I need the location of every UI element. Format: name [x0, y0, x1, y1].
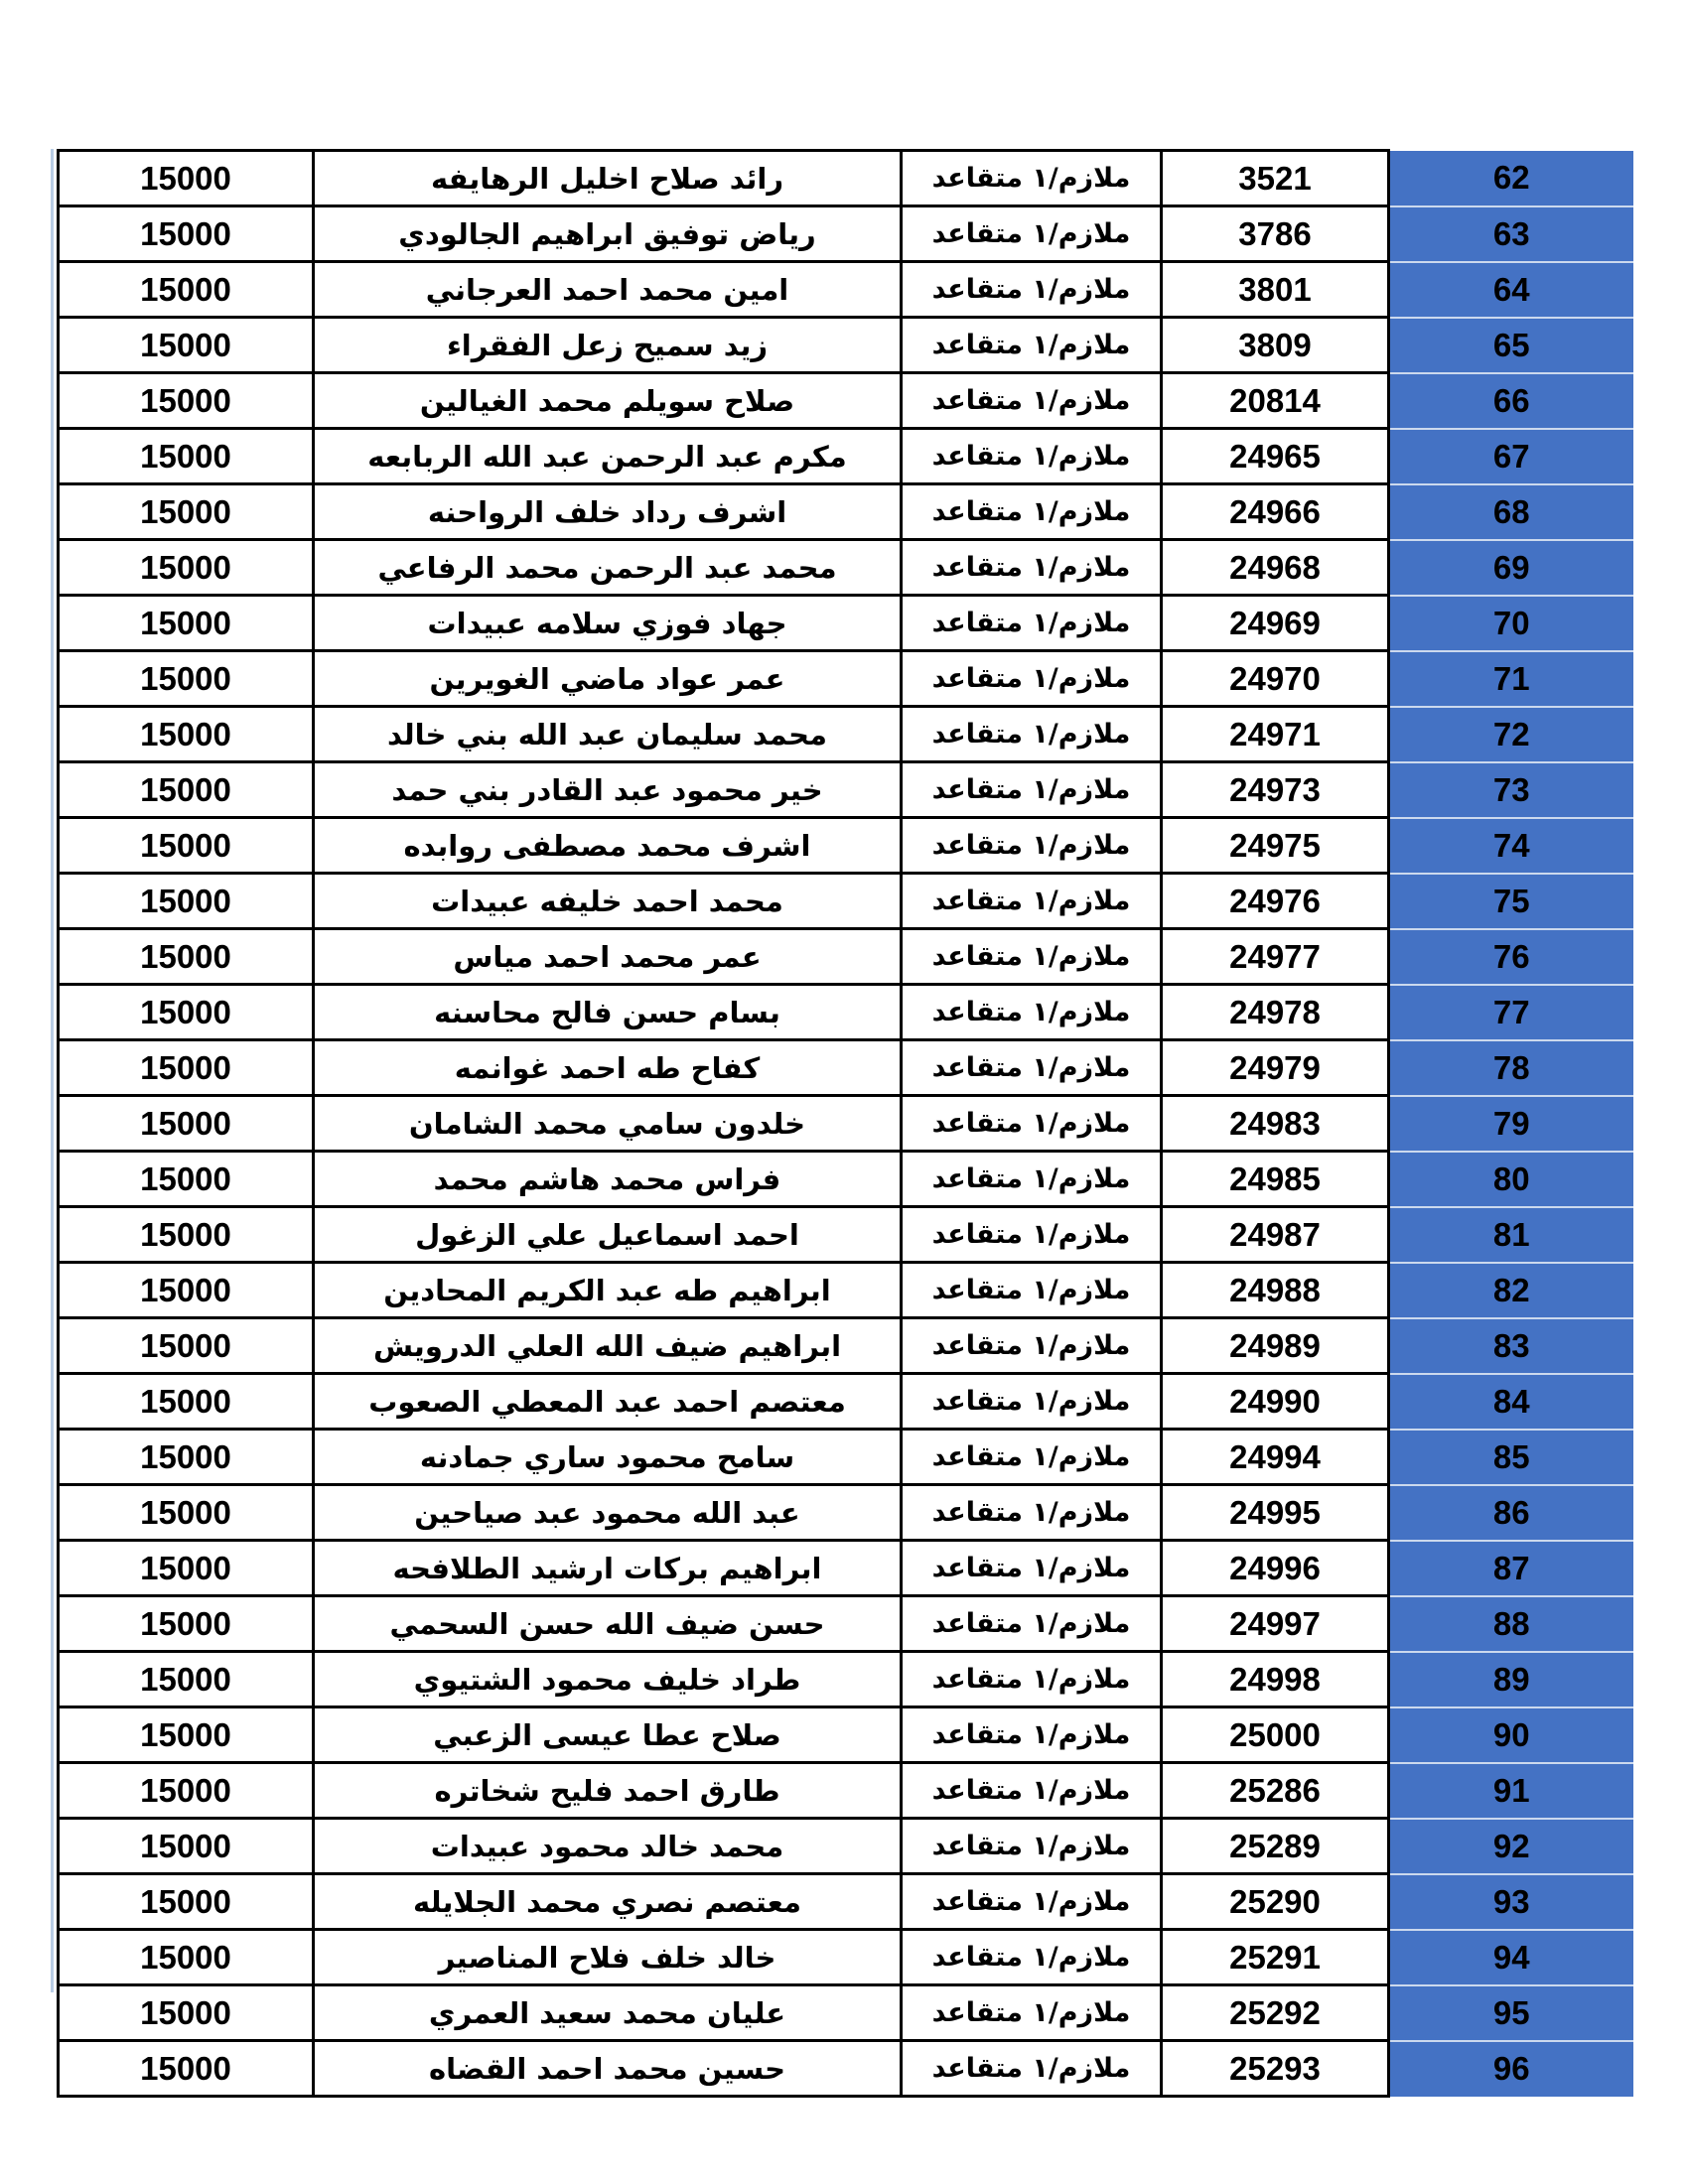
name-cell: احمد اسماعيل علي الزغول — [314, 1207, 902, 1263]
serial-cell: 86 — [1389, 1485, 1633, 1541]
serial-cell: 68 — [1389, 484, 1633, 540]
table-row — [59, 1819, 1633, 1874]
table-row — [59, 1707, 1633, 1763]
service-number-cell: 25292 — [1162, 1985, 1389, 2041]
amount-cell: 15000 — [59, 1430, 314, 1485]
table-row — [59, 1985, 1633, 2041]
service-number-cell: 3521 — [1162, 151, 1389, 206]
rank-cell: ملازم/١ متقاعد — [902, 1985, 1162, 2041]
name-cell: معتصم احمد عبد المعطي الصعوب — [314, 1374, 902, 1430]
service-number-cell: 20814 — [1162, 373, 1389, 429]
table-row — [59, 762, 1633, 818]
name-cell: فراس محمد هاشم محمد — [314, 1152, 902, 1207]
serial-cell: 62 — [1389, 151, 1633, 206]
table-row — [59, 373, 1633, 429]
table-row — [59, 1430, 1633, 1485]
table-row — [59, 262, 1633, 318]
service-number-cell: 24998 — [1162, 1652, 1389, 1707]
name-cell: ابراهيم بركات ارشيد الطلافحه — [314, 1541, 902, 1596]
amount-cell: 15000 — [59, 262, 314, 318]
serial-cell: 93 — [1389, 1874, 1633, 1930]
name-cell: عمر عواد ماضي الغويرين — [314, 651, 902, 707]
table-row — [59, 1485, 1633, 1541]
serial-cell: 82 — [1389, 1263, 1633, 1318]
table-row — [59, 1763, 1633, 1819]
amount-cell: 15000 — [59, 1096, 314, 1152]
table-row — [59, 206, 1633, 262]
table-row — [59, 1652, 1633, 1707]
rank-cell: ملازم/١ متقاعد — [902, 151, 1162, 206]
rank-cell: ملازم/١ متقاعد — [902, 1263, 1162, 1318]
rank-cell: ملازم/١ متقاعد — [902, 1430, 1162, 1485]
amount-cell: 15000 — [59, 1819, 314, 1874]
name-cell: ابراهيم ضيف الله العلي الدرويش — [314, 1318, 902, 1374]
service-number-cell: 24983 — [1162, 1096, 1389, 1152]
name-cell: بسام حسن فالح محاسنه — [314, 985, 902, 1040]
service-number-cell: 3801 — [1162, 262, 1389, 318]
table-row — [59, 1040, 1633, 1096]
service-number-cell: 24979 — [1162, 1040, 1389, 1096]
serial-cell: 94 — [1389, 1930, 1633, 1985]
name-cell: اشرف محمد مصطفى روابده — [314, 818, 902, 874]
name-cell: سامح محمود ساري جمادنه — [314, 1430, 902, 1485]
service-number-cell: 24975 — [1162, 818, 1389, 874]
service-number-cell: 25289 — [1162, 1819, 1389, 1874]
amount-cell: 15000 — [59, 1374, 314, 1430]
amount-cell: 15000 — [59, 1985, 314, 2041]
table-row — [59, 874, 1633, 929]
rank-cell: ملازم/١ متقاعد — [902, 1874, 1162, 1930]
serial-cell: 84 — [1389, 1374, 1633, 1430]
serial-cell: 87 — [1389, 1541, 1633, 1596]
rank-cell: ملازم/١ متقاعد — [902, 1596, 1162, 1652]
service-number-cell: 24994 — [1162, 1430, 1389, 1485]
service-number-cell: 24995 — [1162, 1485, 1389, 1541]
name-cell: عمر محمد احمد مياس — [314, 929, 902, 985]
rank-cell: ملازم/١ متقاعد — [902, 1707, 1162, 1763]
name-cell: رائد صلاح اخليل الرهايفه — [314, 151, 902, 206]
service-number-cell: 24985 — [1162, 1152, 1389, 1207]
name-cell: محمد احمد خليفه عبيدات — [314, 874, 902, 929]
service-number-cell: 25290 — [1162, 1874, 1389, 1930]
service-number-cell: 24996 — [1162, 1541, 1389, 1596]
table-body — [59, 151, 1633, 2097]
rank-cell: ملازم/١ متقاعد — [902, 596, 1162, 651]
serial-cell: 69 — [1389, 540, 1633, 596]
amount-cell: 15000 — [59, 1152, 314, 1207]
service-number-cell: 24970 — [1162, 651, 1389, 707]
serial-cell: 78 — [1389, 1040, 1633, 1096]
serial-cell: 91 — [1389, 1763, 1633, 1819]
amount-cell: 15000 — [59, 1485, 314, 1541]
table-row — [59, 429, 1633, 484]
serial-cell: 67 — [1389, 429, 1633, 484]
name-cell: صلاح عطا عيسى الزعبي — [314, 1707, 902, 1763]
service-number-cell: 25286 — [1162, 1763, 1389, 1819]
serial-cell: 88 — [1389, 1596, 1633, 1652]
rank-cell: ملازم/١ متقاعد — [902, 1207, 1162, 1263]
amount-cell: 15000 — [59, 1763, 314, 1819]
rank-cell: ملازم/١ متقاعد — [902, 318, 1162, 373]
name-cell: كفاح طه احمد غوانمه — [314, 1040, 902, 1096]
amount-cell: 15000 — [59, 429, 314, 484]
serial-cell: 85 — [1389, 1430, 1633, 1485]
serial-cell: 92 — [1389, 1819, 1633, 1874]
name-cell: عليان محمد سعيد العمري — [314, 1985, 902, 2041]
amount-cell: 15000 — [59, 1596, 314, 1652]
amount-cell: 15000 — [59, 1652, 314, 1707]
serial-cell: 95 — [1389, 1985, 1633, 2041]
service-number-cell: 3786 — [1162, 206, 1389, 262]
rank-cell: ملازم/١ متقاعد — [902, 540, 1162, 596]
rank-cell: ملازم/١ متقاعد — [902, 2041, 1162, 2097]
amount-cell: 15000 — [59, 596, 314, 651]
rank-cell: ملازم/١ متقاعد — [902, 985, 1162, 1040]
name-cell: رياض توفيق ابراهيم الجالودي — [314, 206, 902, 262]
amount-cell: 15000 — [59, 373, 314, 429]
table-row — [59, 151, 1633, 206]
name-cell: اشرف رداد خلف الرواحنه — [314, 484, 902, 540]
name-cell: محمد خالد محمود عبيدات — [314, 1819, 902, 1874]
name-cell: طراد خليف محمود الشتيوي — [314, 1652, 902, 1707]
table-row — [59, 1207, 1633, 1263]
serial-cell: 79 — [1389, 1096, 1633, 1152]
rank-cell: ملازم/١ متقاعد — [902, 1485, 1162, 1541]
name-cell: خلدون سامي محمد الشامان — [314, 1096, 902, 1152]
serial-cell: 64 — [1389, 262, 1633, 318]
serial-cell: 66 — [1389, 373, 1633, 429]
service-number-cell: 25291 — [1162, 1930, 1389, 1985]
rank-cell: ملازم/١ متقاعد — [902, 1930, 1162, 1985]
name-cell: صلاح سويلم محمد الغيالين — [314, 373, 902, 429]
table-row — [59, 1318, 1633, 1374]
amount-cell: 15000 — [59, 651, 314, 707]
serial-cell: 70 — [1389, 596, 1633, 651]
serial-cell: 65 — [1389, 318, 1633, 373]
table-row — [59, 651, 1633, 707]
service-number-cell: 24989 — [1162, 1318, 1389, 1374]
name-cell: محمد عبد الرحمن محمد الرفاعي — [314, 540, 902, 596]
amount-cell: 15000 — [59, 762, 314, 818]
service-number-cell: 24987 — [1162, 1207, 1389, 1263]
amount-cell: 15000 — [59, 1707, 314, 1763]
amount-cell: 15000 — [59, 707, 314, 762]
serial-cell: 80 — [1389, 1152, 1633, 1207]
serial-cell: 73 — [1389, 762, 1633, 818]
amount-cell: 15000 — [59, 1207, 314, 1263]
rank-cell: ملازم/١ متقاعد — [902, 1152, 1162, 1207]
rank-cell: ملازم/١ متقاعد — [902, 874, 1162, 929]
serial-cell: 96 — [1389, 2041, 1633, 2097]
serial-cell: 90 — [1389, 1707, 1633, 1763]
serial-cell: 76 — [1389, 929, 1633, 985]
table-row — [59, 985, 1633, 1040]
service-number-cell: 24978 — [1162, 985, 1389, 1040]
name-cell: طارق احمد فليح شخاتره — [314, 1763, 902, 1819]
name-cell: زيد سميح زعل الفقراء — [314, 318, 902, 373]
amount-cell: 15000 — [59, 1263, 314, 1318]
rank-cell: ملازم/١ متقاعد — [902, 206, 1162, 262]
amount-cell: 15000 — [59, 318, 314, 373]
service-number-cell: 25293 — [1162, 2041, 1389, 2097]
service-number-cell: 24997 — [1162, 1596, 1389, 1652]
amount-cell: 15000 — [59, 151, 314, 206]
table-row — [59, 707, 1633, 762]
service-number-cell: 24965 — [1162, 429, 1389, 484]
rank-cell: ملازم/١ متقاعد — [902, 373, 1162, 429]
rank-cell: ملازم/١ متقاعد — [902, 929, 1162, 985]
service-number-cell: 24990 — [1162, 1374, 1389, 1430]
amount-cell: 15000 — [59, 1541, 314, 1596]
name-cell: معتصم نصري محمد الجلايله — [314, 1874, 902, 1930]
name-cell: خالد خلف فلاح المناصير — [314, 1930, 902, 1985]
service-number-cell: 24971 — [1162, 707, 1389, 762]
serial-cell: 89 — [1389, 1652, 1633, 1707]
table-row — [59, 484, 1633, 540]
rank-cell: ملازم/١ متقاعد — [902, 1763, 1162, 1819]
table-row — [59, 1263, 1633, 1318]
amount-cell: 15000 — [59, 929, 314, 985]
service-number-cell: 24977 — [1162, 929, 1389, 985]
rank-cell: ملازم/١ متقاعد — [902, 707, 1162, 762]
service-number-cell: 3809 — [1162, 318, 1389, 373]
rank-cell: ملازم/١ متقاعد — [902, 1096, 1162, 1152]
name-cell: خير محمود عبد القادر بني حمد — [314, 762, 902, 818]
spreadsheet-gridline-artifact — [51, 149, 54, 1992]
serial-cell: 83 — [1389, 1318, 1633, 1374]
serial-cell: 63 — [1389, 206, 1633, 262]
amount-cell: 15000 — [59, 818, 314, 874]
amount-cell: 15000 — [59, 985, 314, 1040]
table-row — [59, 1541, 1633, 1596]
serial-cell: 81 — [1389, 1207, 1633, 1263]
table-row — [59, 1930, 1633, 1985]
table-row — [59, 1374, 1633, 1430]
rank-cell: ملازم/١ متقاعد — [902, 1541, 1162, 1596]
service-number-cell: 24966 — [1162, 484, 1389, 540]
name-cell: حسن ضيف الله حسن السحمي — [314, 1596, 902, 1652]
rank-cell: ملازم/١ متقاعد — [902, 262, 1162, 318]
rank-cell: ملازم/١ متقاعد — [902, 484, 1162, 540]
rank-cell: ملازم/١ متقاعد — [902, 651, 1162, 707]
amount-cell: 15000 — [59, 2041, 314, 2097]
rank-cell: ملازم/١ متقاعد — [902, 1040, 1162, 1096]
amount-cell: 15000 — [59, 1930, 314, 1985]
serial-cell: 75 — [1389, 874, 1633, 929]
service-number-cell: 24969 — [1162, 596, 1389, 651]
table-row — [59, 1596, 1633, 1652]
service-number-cell: 24976 — [1162, 874, 1389, 929]
rank-cell: ملازم/١ متقاعد — [902, 818, 1162, 874]
amount-cell: 15000 — [59, 1874, 314, 1930]
serial-cell: 72 — [1389, 707, 1633, 762]
rank-cell: ملازم/١ متقاعد — [902, 1374, 1162, 1430]
table-row — [59, 318, 1633, 373]
table-row — [59, 1874, 1633, 1930]
serial-cell: 71 — [1389, 651, 1633, 707]
rank-cell: ملازم/١ متقاعد — [902, 1318, 1162, 1374]
retired-officers-table — [57, 149, 1633, 2098]
name-cell: جهاد فوزي سلامه عبيدات — [314, 596, 902, 651]
table-row — [59, 1096, 1633, 1152]
table-row — [59, 596, 1633, 651]
service-number-cell: 24968 — [1162, 540, 1389, 596]
amount-cell: 15000 — [59, 540, 314, 596]
table-row — [59, 818, 1633, 874]
serial-cell: 74 — [1389, 818, 1633, 874]
service-number-cell: 24973 — [1162, 762, 1389, 818]
name-cell: ابراهيم طه عبد الكريم المحادين — [314, 1263, 902, 1318]
service-number-cell: 25000 — [1162, 1707, 1389, 1763]
table-row — [59, 2041, 1633, 2097]
rank-cell: ملازم/١ متقاعد — [902, 1652, 1162, 1707]
name-cell: عبد الله محمود عبد صياحين — [314, 1485, 902, 1541]
rank-cell: ملازم/١ متقاعد — [902, 762, 1162, 818]
table-row — [59, 540, 1633, 596]
name-cell: محمد سليمان عبد الله بني خالد — [314, 707, 902, 762]
table-row — [59, 1152, 1633, 1207]
service-number-cell: 24988 — [1162, 1263, 1389, 1318]
name-cell: امين محمد احمد العرجاني — [314, 262, 902, 318]
table-row — [59, 929, 1633, 985]
rank-cell: ملازم/١ متقاعد — [902, 1819, 1162, 1874]
serial-cell: 77 — [1389, 985, 1633, 1040]
name-cell: مكرم عبد الرحمن عبد الله الربابعه — [314, 429, 902, 484]
amount-cell: 15000 — [59, 1040, 314, 1096]
amount-cell: 15000 — [59, 874, 314, 929]
amount-cell: 15000 — [59, 206, 314, 262]
amount-cell: 15000 — [59, 484, 314, 540]
amount-cell: 15000 — [59, 1318, 314, 1374]
name-cell: حسين محمد احمد القضاه — [314, 2041, 902, 2097]
rank-cell: ملازم/١ متقاعد — [902, 429, 1162, 484]
